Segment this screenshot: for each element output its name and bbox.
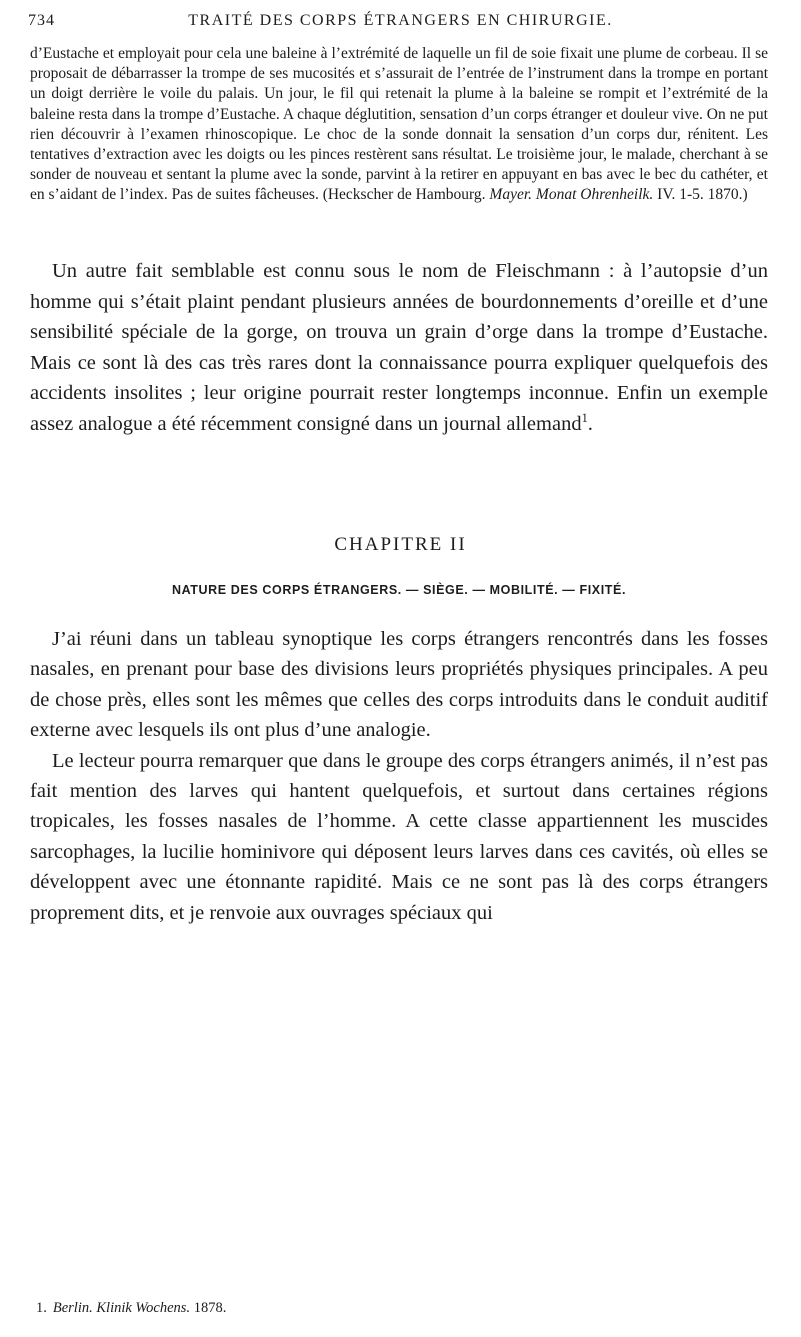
body-paragraph-fleischmann [30,256,768,440]
running-head [28,12,773,34]
body-paragraph-tableau: J’ai réuni dans un tableau synoptique les corps étrangers rencontrés dans les fosses nasales, en prenant pour base des divisions leurs propriétés physiques principales. A peu de chose près, elles sont les mêmes que celles des corps introduits dans le conduit auditif externe avec lesquels ils ont plus d’une analogie. [30,628,768,742]
footnote-marker: 1. [36,1300,47,1316]
chapter-heading: CHAPITRE II [334,534,467,555]
citation-author: Mayer. [489,186,533,204]
page-number: 734 [28,12,55,29]
chapter-body [30,624,768,928]
running-title: TRAITÉ DES CORPS ÉTRANGERS EN CHIRURGIE. [188,12,613,29]
body-paragraph-larves: Le lecteur pourra remarquer que dans le groupe des corps étrangers animés, il n’est pas fait mention des larves qui hantent quelquefois, et surtout dans certaines régions tropicales, les fosses nasales de l’homme. A cette classe appartiennent les muscides sarcophages, la lucilie hominivore qui déposent leurs larves dans ces cavités, où elles se développent avec une étonnante rapidité. Mais ce ne sont pas là des corps étrangers proprement dits, et je renvoie aux ouvrages spéciaux qui [30,749,768,924]
citation-tail: IV. 1-5. 1870.) [653,186,748,204]
footnote-year: 1878. [190,1300,227,1316]
citation-journal: Monat Ohrenheilk. [535,186,654,204]
footnote-source: Berlin. Klinik Wochens. [52,1300,191,1316]
case-report-paragraph [30,44,768,206]
chapter-subtitle: NATURE DES CORPS ÉTRANGERS. — SIÈGE. — MOBILITÉ. — FIXITÉ. [171,583,627,597]
footnote [36,1300,766,1317]
footnote-reference[interactable]: 1 [581,411,588,426]
paragraph-end: . [587,412,593,435]
paragraph-text: Un autre fait semblable est connu sous le nom de Fleischmann : à l’autopsie d’un homme qui s’était plaint pendant plusieurs années de bourdonnements d’oreille et d’une sensibilité spéciale de la gorge, on trouva un grain d’orge dans la trompe d’Eustache. Mais ce sont là des cas très rares dont la connaissance pourra expliquer quelquefois des accidents insolites ; leur origine pourrait rester longtemps inconnue. Enfin un exemple assez analogue a été récemment consigné dans un journal allemand [30,260,768,435]
case-report-text: d’Eustache et employait pour cela une baleine à l’extrémité de laquelle un fil de soie fixait une plume de corbeau. Il se proposait de débarrasser la trompe de ses mucosités et s’assurait de l’entrée de l’instrument dans la trompe en portant un doigt derrière le voile du palais. Un jour, le fil qui retenait la plume à la baleine se rompit et l’extrémité de la baleine resta dans la trompe d’Eustache. A chaque déglutition, sensation d’un corps étranger et douleur vive. On ne put rien découvrir à l’examen rhinoscopique. Le choc de la sonde donnait la sensation d’un corps dur, rénitent. Les tentatives d’extraction avec les doigts ou les pinces restèrent sans résultat. Le troisième jour, le malade, cherchant à se sonder de nouveau et sentant la plume avec la sonde, parvint à la retirer en appuyant en bas avec le bec du cathéter, et en s’aidant de l’index. Pas de suites fâcheuses. (Heckscher de Hambourg. [30,45,768,204]
